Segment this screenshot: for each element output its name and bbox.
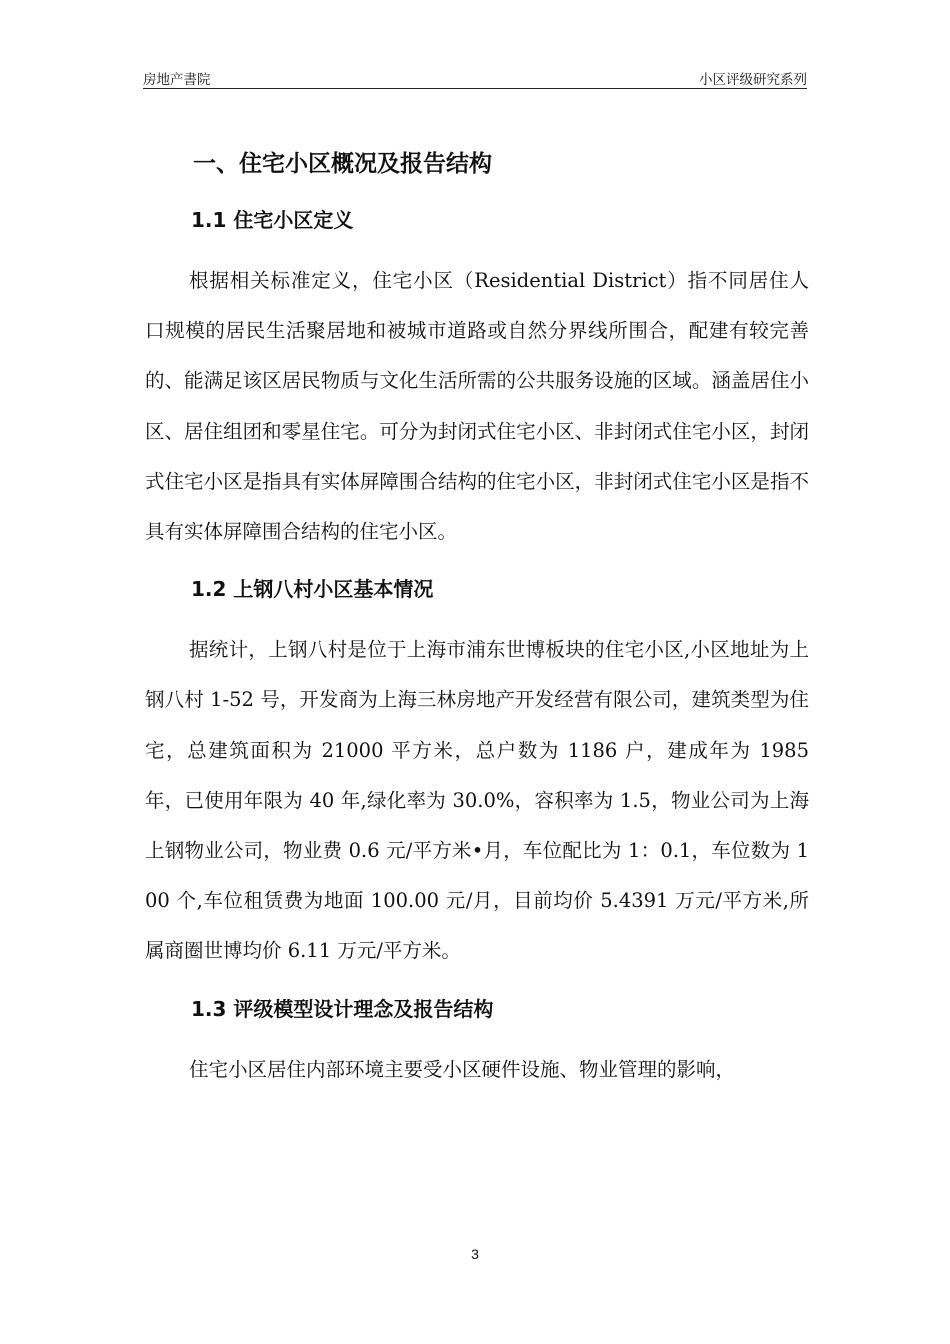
subsection-heading-1-3: 1.3 评级模型设计理念及报告结构: [191, 996, 494, 1021]
header-left-title: 房地产書院: [143, 72, 211, 88]
section-heading: 一、住宅小区概况及报告结构: [193, 151, 492, 177]
subsection-heading-1-1: 1.1 住宅小区定义: [191, 208, 354, 232]
document-body: [145, 140, 809, 1101]
page-header: [143, 66, 807, 89]
subsection-heading-1-2: 1.2 上钢八村小区基本情况: [191, 577, 434, 602]
paragraph-basic-info: 据统计，上钢八村是位于上海市浦东世博板块的住宅小区,小区地址为上钢八村 1-52 号，开发商为上海三林房地产开发经营有限公司，建筑类型为住宅，总建筑面积为 21000 平方米，总户数为 1186 户，建成年为 1985 年，已使用年限为 40 年,绿化率为 30.0%，容积率为 1.5，物业公司为上海上钢物业公司，物业费 0.6 元/平方米•月，车位配比为 1：0.1，车位数为 100 个,车位租赁费为地面 100.00 元/月，目前均价 5.4391 万元/平方米,所属商圈世博均价 6.11 万元/平方米。: [145, 638, 809, 963]
paragraph-model-design: 住宅小区居住内部环境主要受小区硬件设施、物业管理的影响，: [189, 1057, 736, 1081]
page-number: 3: [471, 1246, 479, 1262]
paragraph-definition: 根据相关标准定义，住宅小区（Residential District）指不同居住人口规模的居民生活聚居地和被城市道路或自然分界线所围合，配建有较完善的、能满足该区居民物质与文化生活所需的公共服务设施的区域。涵盖居住小区、居住组团和零星住宅。可分为封闭式住宅小区、非封闭式住宅小区，封闭式住宅小区是指具有实体屏障围合结构的住宅小区，非封闭式住宅小区是指不具有实体屏障围合结构的住宅小区。: [145, 269, 809, 544]
header-right-title: 小区评级研究系列: [699, 72, 807, 88]
